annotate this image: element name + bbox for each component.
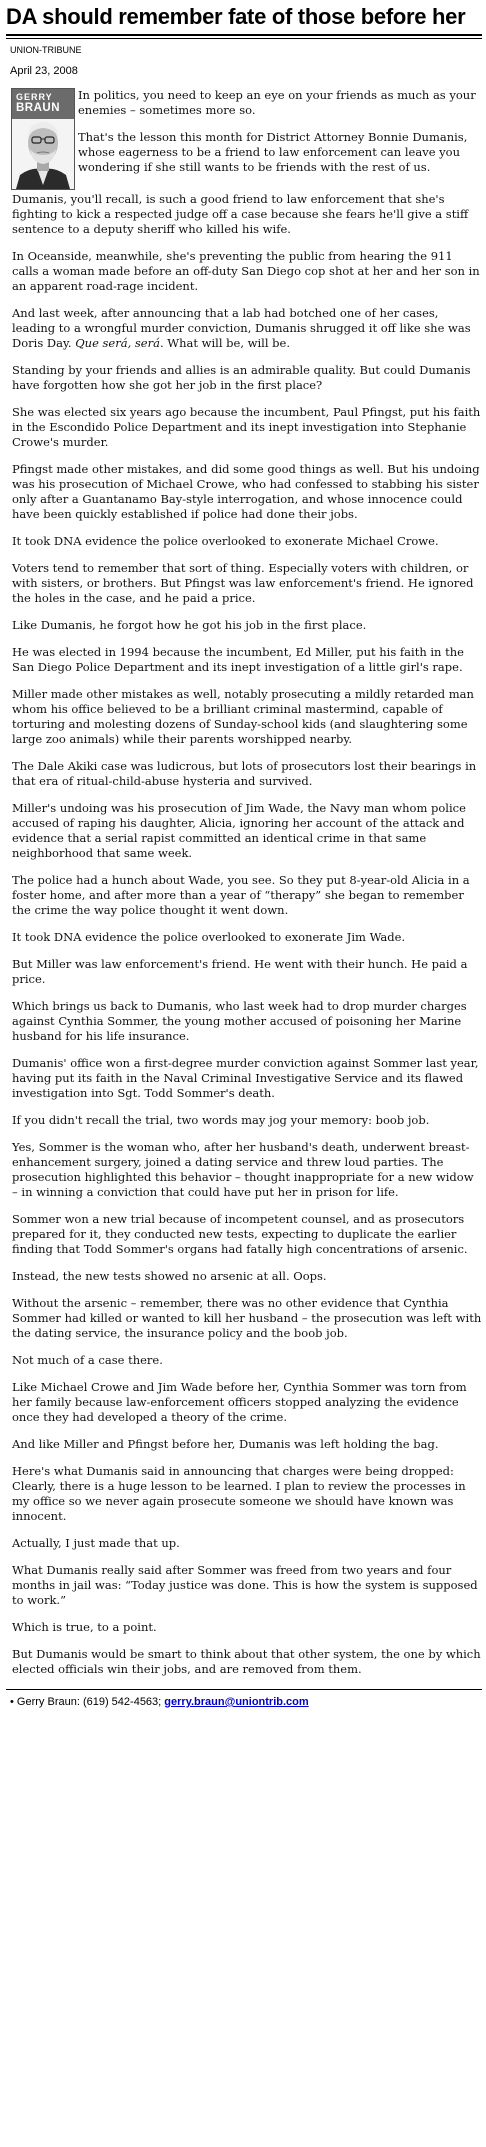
body-paragraph: Instead, the new tests showed no arsenic at all. Oops. [12,1269,327,1283]
body-paragraph: But Miller was law enforcement's friend. He went with their hunch. He paid a price. [12,957,468,986]
headline-rule [6,34,482,36]
body-paragraph: It took DNA evidence the police overlooked to exonerate Michael Crowe. [12,534,439,548]
headline-rule-thin [6,38,482,39]
author-email-link[interactable]: gerry.braun@uniontrib.com [164,1696,309,1708]
footer-rule [6,1689,482,1690]
body-paragraph: Not much of a case there. [12,1353,163,1367]
body-paragraph: In Oceanside, meanwhile, she's preventing the public from hearing the 911 calls a woman made before an off-duty San Diego cop shot at her and her son in an apparent road-rage incident. [12,249,480,293]
body-paragraph: Without the arsenic – remember, there was no other evidence that Cynthia Sommer had killed or wanted to kill her husband – the prosecution was left with the dating service, the insurance policy and the boob job. [12,1296,482,1340]
body-paragraph: Which is true, to a point. [12,1620,157,1634]
article [6,4,482,1709]
body-paragraph: Pfingst made other mistakes, and did some good things as well. But his undoing was his prosecution of Michael Crowe, who had confessed to stabbing his sister only after a Guantanamo Bay-style interrogation, and whose innocence could have been quickly established if police had done their jobs. [12,462,480,521]
intro-paragraph: That's the lesson this month for District Attorney Bonnie Dumanis, whose eagerness to be a friend to law enforcement can leave you wondering if she still wants to be friends with the rest of us. [78,130,468,174]
author-phone: Gerry Braun: (619) 542-4563; [16,1696,162,1708]
bullet: • [10,1696,14,1708]
columnist-photo [11,88,75,190]
intro-section [6,88,482,192]
body-paragraph: Sommer won a new trial because of incompetent counsel, and as prosecutors prepared for it, they conducted new tests, expecting to duplicate the earlier finding that Todd Sommer's organs had fatally high concentrations of arsenic. [12,1212,468,1256]
headline: DA should remember fate of those before her [6,4,466,29]
body-paragraph: The police had a hunch about Wade, you see. So they put 8-year-old Alicia in a foster home, and after more than a year of “therapy” she began to remember the crime the way police thought it went down. [12,873,470,917]
body-paragraph: Yes, Sommer is the woman who, after her husband's death, underwent breast-enhancement surgery, joined a dating service and threw loud parties. The prosecution highlighted this behavior – thought inappropriate for a new widow – in winning a conviction that could have put her in prison for life. [12,1140,474,1199]
body-paragraph: The Dale Akiki case was ludicrous, but lots of prosecutors lost their bearings in that era of ritual-child-abuse hysteria and survived. [12,759,477,788]
article-body [6,192,482,1677]
body-paragraph: Miller's undoing was his prosecution of Jim Wade, the Navy man whom police accused of raping his daughter, Alicia, ignoring her account of the attack and evidence that a serial rapist committed an identical crime in that same neighborhood that same week. [12,801,466,860]
publish-date: April 23, 2008 [10,65,78,77]
columnist-first-name: GERRY [16,92,53,102]
body-paragraph: Dumanis' office won a first-degree murder conviction against Sommer last year, having put its faith in the Naval Criminal Investigative Service and its flawed investigation into Sgt. Todd Sommer's death. [12,1056,479,1100]
body-paragraph: Actually, I just made that up. [12,1536,180,1550]
source-line: UNION-TRIBUNE [10,45,82,55]
intro-text [78,88,482,175]
body-paragraph: Voters tend to remember that sort of thing. Especially voters with children, or with sisters, or brothers. But Pfingst was law enforcement's friend. He ignored the holes in the case, and he paid a price. [12,561,474,605]
body-paragraph: Like Dumanis, he forgot how he got his job in the first place. [12,618,367,632]
intro-paragraph: In politics, you need to keep an eye on your friends as much as your enemies – sometimes more so. [78,88,476,117]
body-paragraph: What Dumanis really said after Sommer was freed from two years and four months in jail was: “Today justice was done. This is how the system is supposed to work.” [12,1563,478,1607]
body-paragraph: And last week, after announcing that a lab had botched one of her cases, leading to a wrongful murder conviction, Dumanis shrugged it off like she was Doris Day. Que será, será. What will be, will be. [12,306,471,350]
body-paragraph: If you didn't recall the trial, two words may jog your memory: boob job. [12,1113,430,1127]
body-paragraph: Dumanis, you'll recall, is such a good friend to law enforcement that she's fighting to kick a respected judge off a case because she fears he'll give a stiff sentence to a deputy sheriff who killed his wife. [12,192,469,236]
body-paragraph: Here's what Dumanis said in announcing that charges were being dropped: Clearly, there is a huge lesson to be learned. I plan to review the processes in my office so we never again prosecute someone we should have known was innocent. [12,1464,466,1523]
body-paragraph: Which brings us back to Dumanis, who last week had to drop murder charges against Cynthia Sommer, the young mother accused of poisoning her Marine husband for his life insurance. [12,999,467,1043]
body-paragraph: Miller made other mistakes as well, notably prosecuting a mildly retarded man whom his office believed to be a brilliant criminal mastermind, capable of torturing and molesting dozens of Sunday-school kids (and slaughtering some large zoo animals) while their parents worshipped nearby. [12,687,474,746]
body-paragraph: And like Miller and Pfingst before her, Dumanis was left holding the bag. [12,1437,439,1451]
body-paragraph: It took DNA evidence the police overlooked to exonerate Jim Wade. [12,930,406,944]
columnist-last-name: BRAUN [16,102,61,114]
body-paragraph: Like Michael Crowe and Jim Wade before her, Cynthia Sommer was torn from her family because law-enforcement officers stopped analyzing the evidence once they had developed a theory of the crime. [12,1380,467,1424]
author-contact [10,1695,482,1709]
body-paragraph: Standing by your friends and allies is an admirable quality. But could Dumanis have forgotten how she got her job in the first place? [12,363,471,392]
body-paragraph: He was elected in 1994 because the incumbent, Ed Miller, put his faith in the San Diego Police Department and its inept investigation of a little girl's rape. [12,645,464,674]
body-paragraph: But Dumanis would be smart to think about that other system, the one by which elected officials win their jobs, and are removed from them. [12,1647,481,1676]
body-paragraph: She was elected six years ago because the incumbent, Paul Pfingst, put his faith in the Escondido Police Department and its inept investigation into Stephanie Crowe's murder. [12,405,481,449]
